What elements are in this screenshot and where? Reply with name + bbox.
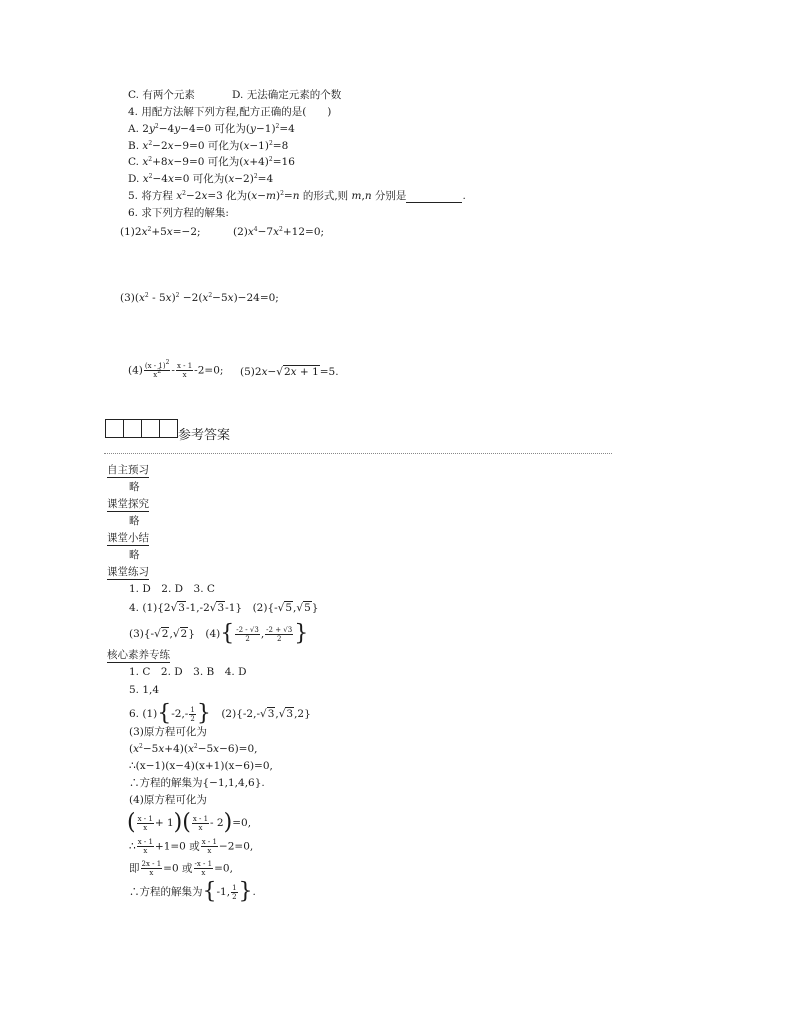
header-box	[159, 419, 178, 438]
lianxi-4b: (3){-√2,√2} (4){ $\frac{-2 - √3}{2}$ , $\frac{-2 + √3}{2}$ }	[129, 621, 309, 646]
q4-option-d: D. $x^2-4x=0$ 可化为$(x-2)^2=4$	[128, 173, 274, 185]
hexin-6d: ∴(x−1)(x−4)(x+1)(x−6)=0,	[129, 760, 273, 772]
lue-1: 略	[129, 481, 140, 493]
header-box	[123, 419, 142, 438]
section-hexin: 核心素养专练	[107, 649, 170, 661]
q6-stem: 6. 求下列方程的解集:	[128, 207, 229, 219]
hexin-6g: ( $\frac{x - 1}{x}$ + 1)( $\frac{x - 1}{x}$ - 2)=0,	[127, 810, 252, 835]
lianxi-1: 1. D 2. D 3. C	[129, 583, 215, 595]
hexin-6h: ∴ $\frac{x - 1}{x}$ +1=0 或 $\frac{x - 1}{x}$ −2=0,	[129, 838, 254, 855]
q6-part2: $(2)x^4-7x^2+12=0$;	[233, 226, 325, 238]
q6-part4: (4) $\frac{(x - 1)^2}{x^2}$ - $\frac{x - 1}{x}$ -2=0;	[128, 359, 224, 379]
hexin-6c: $(x^2-5x+4)(x^2-5x-6)=0$,	[129, 743, 258, 755]
q4-option-a: A. $2y^2-4y-4=0$ 可化为$(y-1)^2=4$	[128, 123, 295, 135]
q4-option-b: B. $x^2-2x-9=0$ 可化为$(x-1)^2=8$	[128, 140, 289, 152]
lue-2: 略	[129, 515, 140, 527]
hexin-6a: 6. (1){-2,- $\frac{1}{2}$ } (2){-2,-√3,√3,2}	[129, 701, 311, 726]
header-box	[105, 419, 124, 438]
answer-blank	[406, 192, 462, 203]
hexin-6b: (3)原方程可化为	[129, 726, 207, 738]
q6-part3: $(3)(x^2 - 5x)^2 -2(x^2-5x)-24=0$;	[120, 292, 279, 304]
q3-option-d: D. 无法确定元素的个数	[232, 89, 342, 101]
dotted-divider	[104, 453, 612, 454]
lianxi-4a: 4. (1){2√3-1,-2√3-1} (2){-√5,√5}	[129, 602, 319, 614]
answer-header-boxes	[105, 419, 177, 438]
section-ketang-tanjiu: 课堂探究	[107, 498, 149, 510]
lue-3: 略	[129, 549, 140, 561]
hexin-6j: ∴方程的解集为{-1, $\frac{1}{2}$ }.	[129, 879, 256, 904]
q6-part1: $(1)2x^2+5x=-2$;	[120, 226, 201, 238]
hexin-5: 5. 1,4	[129, 684, 160, 696]
q4-option-c: C. $x^2+8x-9=0$ 可化为$(x+4)^2=16$	[128, 156, 295, 168]
q6-part5: (5)2x−√2x + 1=5.	[240, 366, 339, 378]
hexin-6f: (4)原方程可化为	[129, 794, 207, 806]
hexin-6e: ∴方程的解集为{−1,1,4,6}.	[129, 777, 265, 789]
answer-title: 参考答案	[178, 428, 231, 443]
q5-stem: 5. 将方程 $x^2-2x=3$ 化为$(x-m)^2=n$ 的形式,则 m,n 分别是 .	[128, 190, 466, 202]
section-zizhu: 自主预习	[107, 464, 149, 476]
section-ketang-lianxi: 课堂练习	[107, 566, 149, 578]
q3-option-c: C. 有两个元素	[128, 89, 195, 101]
hexin-1: 1. C 2. D 3. B 4. D	[129, 666, 247, 678]
section-ketang-xiaojie: 课堂小结	[107, 532, 149, 544]
header-box	[141, 419, 160, 438]
hexin-6i: 即 $\frac{2x - 1}{x}$ =0 或 $\frac{-x - 1}{x}$ =0,	[129, 860, 233, 877]
q4-stem: 4. 用配方法解下列方程,配方正确的是( )	[128, 106, 332, 118]
